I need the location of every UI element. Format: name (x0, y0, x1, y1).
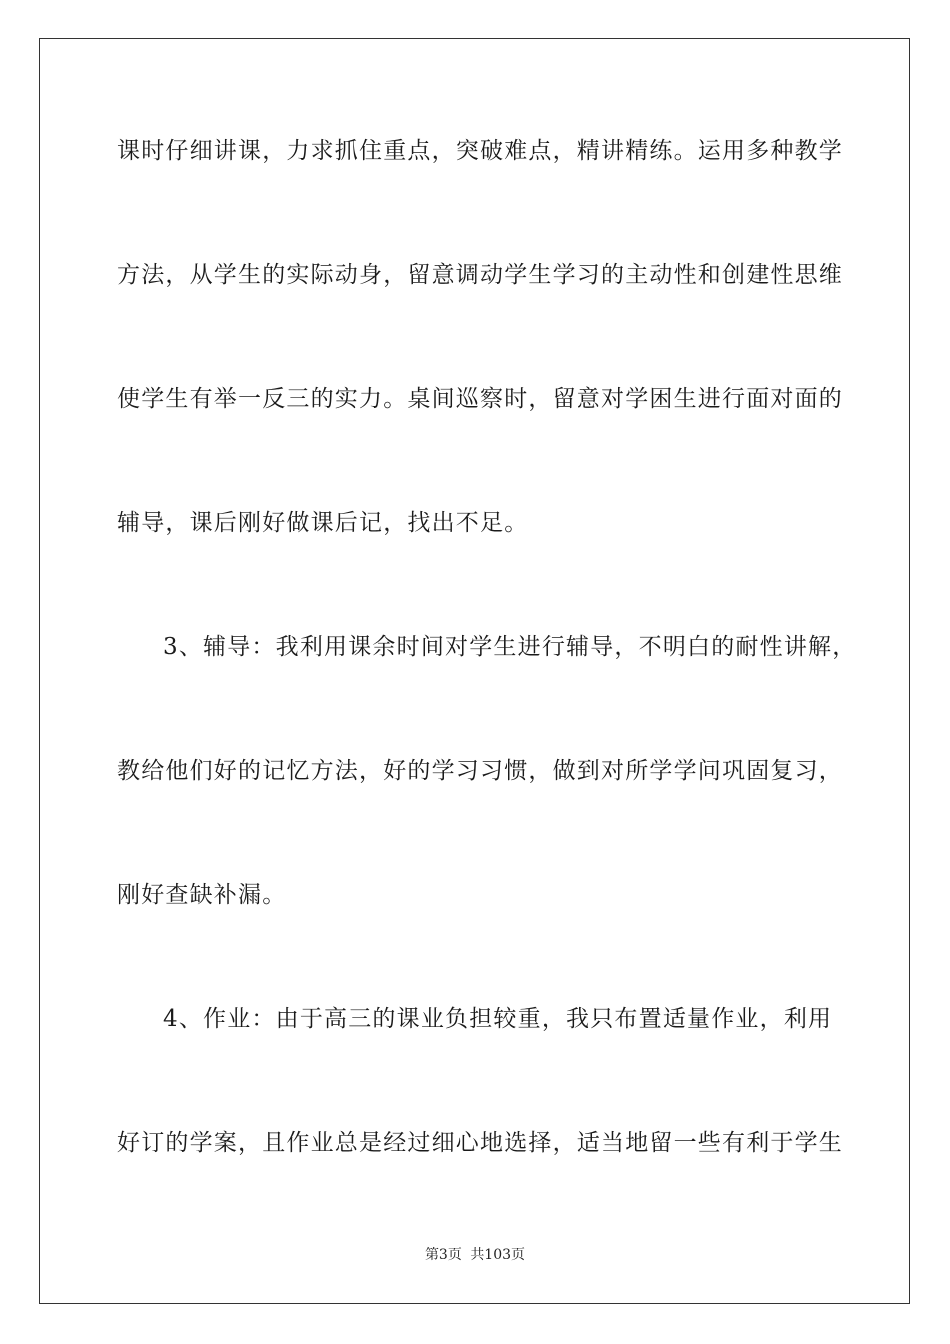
body-text-line-2: 方法，从学生的实际动身，留意调动学生学习的主动性和创建性思维 (117, 262, 843, 288)
body-text-line-3: 使学生有举一反三的实力。桌间巡察时，留意对学困生进行面对面的 (117, 386, 843, 412)
body-text-line-7: 刚好查缺补漏。 (117, 882, 287, 908)
body-text-line-5: 3、辅导：我利用课余时间对学生进行辅导，不明白的耐性讲解， (163, 634, 857, 660)
page-border (39, 38, 910, 1304)
body-text-line-1: 课时仔细讲课，力求抓住重点，突破难点，精讲精练。运用多种教学 (117, 138, 843, 164)
page-number: 第3页 (424, 1247, 462, 1263)
body-text-line-4: 辅导，课后刚好做课后记，找出不足。 (117, 510, 529, 536)
page-footer (0, 1245, 950, 1265)
body-text-line-9: 好订的学案，且作业总是经过细心地选择，适当地留一些有利于学生 (117, 1130, 843, 1156)
page-total: 共103页 (470, 1247, 526, 1263)
body-text-line-6: 教给他们好的记忆方法，好的学习习惯，做到对所学学问巩固复习， (117, 758, 843, 784)
body-text-line-8: 4、作业：由于高三的课业负担较重，我只布置适量作业，利用 (163, 1006, 833, 1032)
